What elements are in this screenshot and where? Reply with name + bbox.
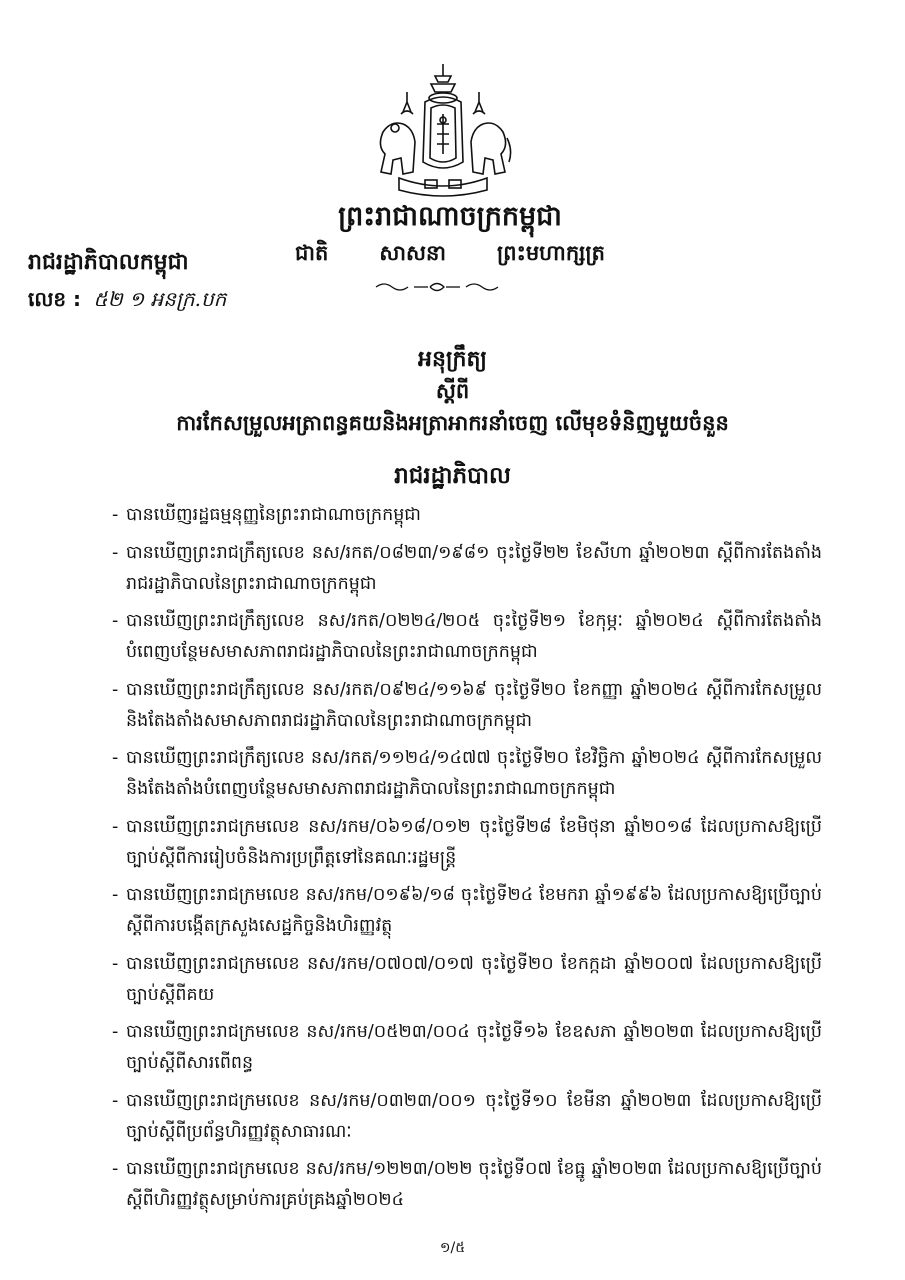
national-motto	[295, 240, 605, 271]
bullet-dash: -	[112, 1090, 119, 1111]
issuing-government: រាជរដ្ឋាភិបាលកម្ពុជា	[28, 250, 189, 275]
issuer-heading: រាជរដ្ឋាភិបាល	[394, 463, 511, 489]
bullet-dash: -	[112, 953, 119, 974]
consideration-text: បានឃើញព្រះរាជក្រមលេខ នស/រកម/០៦១៨/០១២ ចុះថ្ងៃទី២៨ ខែមិថុនា ឆ្នាំ២០១៨ ដែលប្រកាសឱ្យប្រើច្បាប់ស្ដីពីការរៀបចំនិងការប្រព្រឹត្តទៅនៃគណៈរដ្ឋមន្ត្រី	[126, 816, 822, 868]
considerations-list	[112, 500, 822, 1223]
consideration-text: បានឃើញព្រះរាជក្រឹត្យលេខ នស/រកត/១១២៤/១៤៧៧ ចុះថ្ងៃទី២០ ខែវិច្ឆិកា ឆ្នាំ២០២៤ ស្ដីពីការកែសម្រួលនិងតែងតាំងបំពេញបន្ថែមសមាសភាពរាជរដ្ឋាភិបាលនៃព្រះរាជាណាចក្រកម្ពុជា	[126, 748, 822, 799]
list-item	[112, 1017, 822, 1079]
royal-coat-of-arms-icon	[363, 62, 523, 202]
motto-nation: ជាតិ	[295, 241, 329, 265]
bullet-dash: -	[112, 1022, 119, 1042]
document-about: ស្ដីពី	[435, 379, 470, 403]
bullet-dash: -	[112, 611, 119, 631]
document-subject: ការកែសម្រួលអត្រាពន្ធគយនិងអត្រាអាករនាំចេញ លើមុខទំនិញមួយចំនួន	[176, 411, 729, 435]
reference-number	[28, 286, 226, 316]
motto-king: ព្រះមហាក្សត្រ	[497, 241, 605, 265]
bullet-dash: -	[112, 748, 119, 768]
bullet-dash: -	[112, 679, 119, 700]
bullet-dash: -	[112, 542, 119, 563]
list-item	[112, 675, 822, 737]
consideration-text: បានឃើញព្រះរាជក្រមលេខ នស/រកម/០៣២៣/០០១ ចុះថ្ងៃទី១០ ខែមីនា ឆ្នាំ២០២៣ ដែលប្រកាសឱ្យប្រើច្បាប់ស្ដីពីប្រព័ន្ធហិរញ្ញវត្ថុសាធារណៈ	[126, 1090, 822, 1142]
consideration-text: បានឃើញព្រះរាជក្រមលេខ នស/រកម/០៥២៣/០០៤ ចុះថ្ងៃទី១៦ ខែឧសភា ឆ្នាំ២០២៣ ដែលប្រកាសឱ្យប្រើច្បាប់ស្ដីពីសារពើពន្ធ	[126, 1022, 822, 1073]
consideration-text: បានឃើញរដ្ឋធម្មនុញ្ញនៃព្រះរាជាណាចក្រកម្ពុជា	[126, 505, 421, 525]
reference-label: លេខ :	[28, 287, 82, 311]
bullet-dash: -	[112, 1159, 119, 1179]
consideration-text: បានឃើញព្រះរាជក្រមលេខ នស/រកម/០១៩៦/១៨ ចុះថ្ងៃទី២៤ ខែមករា ឆ្នាំ១៩៩៦ ដែលប្រកាសឱ្យប្រើច្បាប់ស្ដីពីការបង្កើតក្រសួងសេដ្ឋកិច្ចនិងហិរញ្ញវត្ថុ	[126, 885, 822, 936]
list-item	[112, 880, 822, 942]
bullet-dash: -	[112, 505, 119, 525]
list-item	[112, 743, 822, 805]
list-item	[112, 812, 822, 874]
bullet-dash: -	[112, 885, 119, 905]
list-item	[112, 949, 822, 1011]
list-item	[112, 1154, 822, 1216]
consideration-text: បានឃើញព្រះរាជក្រឹត្យលេខ នស/រកត/០៩២៤/១១៦៩ ចុះថ្ងៃទី២០ ខែកញ្ញា ឆ្នាំ២០២៤ ស្ដីពីការកែសម្រួលនិងតែងតាំងសមាសភាពរាជរដ្ឋាភិបាលនៃព្រះរាជាណាចក្រកម្ពុជា	[126, 679, 822, 731]
consideration-text: បានឃើញព្រះរាជក្រឹត្យលេខ នស/រកត/០២២៤/២០៥ ចុះថ្ងៃទី២១ ខែកុម្ភៈ ឆ្នាំ២០២៤ ស្ដីពីការតែងតាំងបំពេញបន្ថែមសមាសភាពរាជរដ្ឋាភិបាលនៃព្រះរាជាណាចក្រកម្ពុជា	[126, 611, 822, 662]
consideration-text: បានឃើញព្រះរាជក្រឹត្យលេខ នស/រកត/០៨២៣/១៩៨១ ចុះថ្ងៃទី២២ ខែសីហា ឆ្នាំ២០២៣ ស្ដីពីការតែងតាំងរាជរដ្ឋាភិបាលនៃព្រះរាជាណាចក្រកម្ពុជា	[126, 542, 822, 594]
consideration-text: បានឃើញព្រះរាជក្រមលេខ នស/រកម/១២២៣/០២២ ចុះថ្ងៃទី០៧ ខែធ្នូ ឆ្នាំ២០២៣ ដែលប្រកាសឱ្យប្រើច្បាប់ស្ដីពីហិរញ្ញវត្ថុសម្រាប់ការគ្រប់គ្រងឆ្នាំ២០២៤	[126, 1159, 822, 1210]
ornament-divider-icon	[372, 280, 502, 294]
list-item	[112, 606, 822, 668]
list-item	[112, 538, 822, 600]
kingdom-title: ព្រះរាជាណាចក្រកម្ពុជា	[338, 201, 562, 232]
list-item	[112, 1086, 822, 1148]
page-number: ១/៥	[439, 1240, 466, 1256]
list-item	[112, 500, 822, 531]
motto-religion: សាសនា	[379, 241, 446, 265]
document-type: អនុក្រឹត្យ	[418, 347, 487, 372]
consideration-text: បានឃើញព្រះរាជក្រមលេខ នស/រកម/០៧០៧/០១៧ ចុះថ្ងៃទី២០ ខែកក្កដា ឆ្នាំ២០០៧ ដែលប្រកាសឱ្យប្រើច្បាប់ស្ដីពីគយ	[126, 953, 822, 1005]
bullet-dash: -	[112, 816, 119, 837]
reference-value: ៥២ ១ អនក្រ.បក	[93, 287, 227, 311]
